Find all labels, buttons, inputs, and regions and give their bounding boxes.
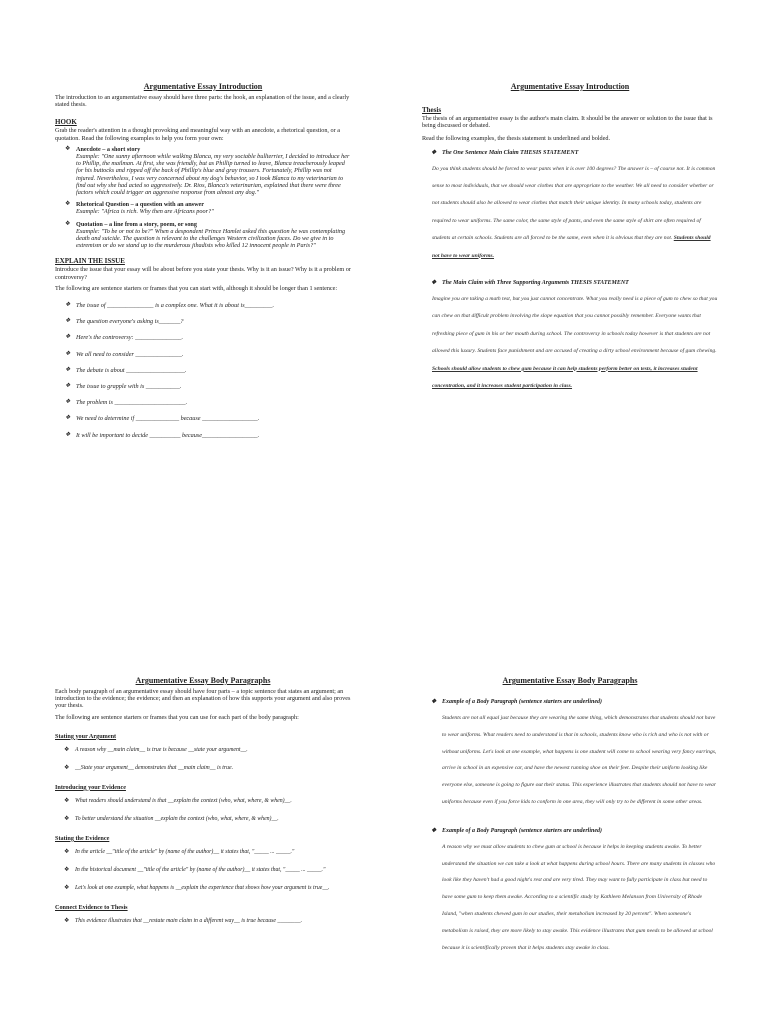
hook-item-anecdote <box>55 146 351 196</box>
thesis-statement: Schools should allow students to chew gum because it can help students perform better on tests, it increases student concentration, and it increases student participation in class. <box>432 365 698 390</box>
section-heading: Stating your Argument <box>55 732 117 740</box>
diamond-bullet-icon: ❖ <box>65 220 71 227</box>
page-intro-left <box>55 82 351 448</box>
diamond-bullet-icon: ❖ <box>65 431 71 438</box>
starter-item: ❖ The debate is about ___________________. <box>65 366 187 374</box>
starter-item: ❖ We all need to consider _______________. <box>65 350 184 358</box>
body-example-text: A reason why we must allow students to chew gum at school is because it helps in keeping students awake. To better understand the situation we can take a look at what happens during school hours. There are many students in classes who look like they haven't had a good night's rest and are very tired. They may want to fully participate in class but need to have some gum to keep them awake. According to a scientific study by Kathleen Melanson from University of Rhode Island, "when students chewed gum in our studies, their metabolism increased by 20 percent". When someone's metabolism is raised, they are more likely to stay awake. This evidence illustrates that gum needs to be allowed at school because it is scientifically proven that it helps students stay awake in class. <box>442 843 716 951</box>
page-title: Argumentative Essay Body Paragraphs <box>135 676 271 685</box>
diamond-bullet-icon: ❖ <box>431 827 437 834</box>
page-title: Argumentative Essay Body Paragraphs <box>502 676 638 685</box>
diamond-bullet-icon: ❖ <box>65 318 71 325</box>
page-title: Argumentative Essay Introduction <box>143 82 263 91</box>
diamond-bullet-icon: ❖ <box>64 866 70 873</box>
issue-heading: EXPLAIN THE ISSUE <box>55 257 125 266</box>
starters-list <box>55 302 351 439</box>
diamond-bullet-icon: ❖ <box>431 699 437 705</box>
hook-item-question <box>55 201 351 215</box>
diamond-bullet-icon: ❖ <box>64 746 70 753</box>
diamond-bullet-icon: ❖ <box>65 415 71 422</box>
diamond-bullet-icon: ❖ <box>65 399 71 406</box>
diamond-bullet-icon: ❖ <box>65 366 71 373</box>
hook-item-label: Rhetorical Question – a question with an answer <box>76 201 205 209</box>
diamond-bullet-icon: ❖ <box>431 149 437 156</box>
section-heading: Connect Evidence to Thesis <box>55 903 128 911</box>
body-example-label: ❖ Example of a Body Paragraph (sentence starters are underlined) <box>431 699 602 705</box>
thesis-paragraph: The thesis of an argumentative essay is the author's main claim. It should be the answer or solution to the issue that is being discussed or debated. <box>422 115 713 130</box>
starter-item: ❖ We need to determine if ______________ because __________________. <box>65 415 260 423</box>
thesis-statement: Students should not have to wear uniforms. <box>432 235 711 259</box>
diamond-bullet-icon: ❖ <box>64 815 70 822</box>
diamond-bullet-icon: ❖ <box>65 145 71 152</box>
hook-item-label: Quotation – a line from a story, poem, or song <box>76 220 197 228</box>
hook-item-example: Example: "One sunny afternoon while walking Blanca, my very sociable bullterrier, I decided to introduce her to Phillip, the mailman. At first, she was friendly, but as Phillip turned to leave, Blanca treacherously leaped for his buttocks and ripped off the back of Phillip's blue and gray trousers. Fortunately, Phillip was not injured. Nevertheless, I was very concerned about my dog's behavior, so I took Blanca to my veterinarian to find out why she had acted so aggressively. Dr. Rios, Blanca's veterinarian, explained that there were three factors which could trigger an aggressive response from almost any dog." <box>76 153 350 197</box>
diamond-bullet-icon: ❖ <box>64 764 70 771</box>
starter-item: ❖ To better understand the situation __explain the context (who, what, where, & when)__. <box>64 815 279 822</box>
starter-item: ❖ Here's the controversy: _______________. <box>65 334 184 342</box>
hook-item-example: Example: "To be or not to be?" When a despondent Prince Hamlet asked this question he was contemplating death and suicide. The question is relevant to the challenges Western civilization faces. Do we give in to extremism or do we stand up to the murderous jihadists who killed 12 innocent people in Paris?" <box>76 227 346 250</box>
diamond-bullet-icon: ❖ <box>65 383 71 390</box>
starter-item: ❖ What readers should understand is that __explain the context (who, what, where, & when)__. <box>64 797 292 804</box>
thesis-example-text: Imagine you are taking a math test, but you just cannot concentrate. What you really need is a piece of gum to chew so that you can chew on that difficult problem involving the slope equation that you cannot possibly remember. Everyone wants that refreshing piece of gum in his or her mouth during school. The controversy in schools today however is that students are not allowed this luxury. Students face punishment and are accused of creating a dirty school environment because of gum chewing. Schools should allow students to chew gum because it can help students perform better on tests, it increases student concentration, and it increases student participation in class. <box>432 296 718 390</box>
diamond-bullet-icon: ❖ <box>65 350 71 357</box>
starter-item: ❖ The issue of _______________ is a complex one. What it is about is_________. <box>65 302 274 310</box>
starter-item: ❖ The issue to grapple with is ___________. <box>65 383 182 391</box>
hook-paragraph: Grab the reader's attention in a thought provoking and meaningful way with an anecdote, a rhetorical question, or a quotation. Read the following examples to help you form your own: <box>55 127 340 142</box>
hook-item-quotation <box>55 221 351 250</box>
intro-paragraph: The introduction to an argumentative essay should have three parts: the hook, an explanation of the issue, and a clearly stated thesis. <box>55 94 350 109</box>
starters-paragraph: The following are sentence starters or frames that you can start with, although it should be longer than 1 sentence: <box>55 284 338 292</box>
hook-item-example: Example: "Africa is rich. Why then are Africans poor?" <box>76 208 214 216</box>
starter-item: ❖ A reason why __main claim__ is true is because __state your argument__. <box>64 746 248 753</box>
starters-paragraph: The following are sentence starters or frames that you can use for each part of the body paragraph: <box>55 713 299 721</box>
read-paragraph: Read the following examples, the thesis statement is underlined and bolded. <box>422 135 610 143</box>
diamond-bullet-icon: ❖ <box>431 280 437 287</box>
page-title: Argumentative Essay Introduction <box>510 82 630 91</box>
starter-item: ❖ The question everyone's asking is_______? <box>65 318 184 326</box>
thesis-heading: Thesis <box>422 106 442 114</box>
page-body-left <box>55 676 351 935</box>
diamond-bullet-icon: ❖ <box>65 201 71 208</box>
diamond-bullet-icon: ❖ <box>64 848 70 855</box>
starter-item: ❖ In the article __"title of the article" by (name of the author)__ it states that, "_____ ... _____." <box>64 848 295 855</box>
starter-item: ❖ The problem is _______________________. <box>65 399 188 407</box>
diamond-bullet-icon: ❖ <box>64 797 70 804</box>
starter-item: ❖ __State your argument__ demonstrates that __main claim__ is true. <box>64 764 234 771</box>
starter-item: ❖ This evidence illustrates that __restate main claim in a different way__ is true because ________. <box>64 917 303 924</box>
body-example-text: Students are not all equal just because they are wearing the same thing, which demonstrates that students should not have to wear uniforms. What readers need to understand is that in schools, students know who is rich and who is not with or without uniforms. Let's look at one example, what happens is one student will come to school wearing very fancy earrings, arrive in school in an expensive car, and have the newest running shoe on their feet. Despite their uniform looking like everyone else, someone is going to figure out their status. This experience illustrates that students should not have to wear uniforms because even if you force kids to conform in one area, they will only try to be different in some other areas. <box>442 715 717 805</box>
hook-heading: HOOK <box>55 118 77 127</box>
issue-paragraph: Introduce the issue that your essay will be about before you state your thesis. Why is it an issue? Why is it a problem or controversy? <box>55 266 351 281</box>
thesis-example-label: ❖ The One Sentence Main Claim THESIS STATEMENT <box>431 149 579 156</box>
diamond-bullet-icon: ❖ <box>65 302 71 309</box>
starter-item: ❖ In the historical document __"title of the article" by (name of the author)__ it states that, "_____ ... _____." <box>64 866 326 873</box>
starter-item: ❖ It will be important to decide __________ because__________________. <box>65 431 260 439</box>
thesis-example-text: Do you think students should be forced to wear pants when it is over 100 degrees? The answer is – of course not. It is common sense to most individuals, that we should wear clothes that are appropriate to the weather. We all need to consider whether or not students should also be allowed to wear clothes that match their unique identity. In many schools today, students are required to wear uniforms. The same color, the same style of pants, and even the same style of shirt are often required of students at certain schools. Students are all forced to be the same, even when it is obvious that they are not. Students should not have to wear uniforms. <box>432 165 716 259</box>
starter-item: ❖ Let's look at one example, what happens is __explain the experience that shows how your argument is true__. <box>64 884 330 891</box>
intro-paragraph: Each body paragraph of an argumentative essay should have four parts – a topic sentence that states an argument; an introduction to the evidence; the evidence; and then an explanation of how this supports your argument and also proves your thesis. <box>55 688 351 710</box>
hook-item-label: Anecdote – a short story <box>76 145 141 153</box>
section-heading: Stating the Evidence <box>55 834 110 842</box>
diamond-bullet-icon: ❖ <box>64 917 70 924</box>
diamond-bullet-icon: ❖ <box>65 334 71 341</box>
body-example-label: ❖ Example of a Body Paragraph (sentence starters are underlined) <box>431 827 602 834</box>
page-body-right <box>422 676 718 956</box>
diamond-bullet-icon: ❖ <box>64 884 70 891</box>
thesis-example-label: ❖ The Main Claim with Three Supporting Arguments THESIS STATEMENT <box>431 280 629 287</box>
page-intro-right <box>422 82 718 395</box>
section-heading: Introducing your Evidence <box>55 783 126 791</box>
